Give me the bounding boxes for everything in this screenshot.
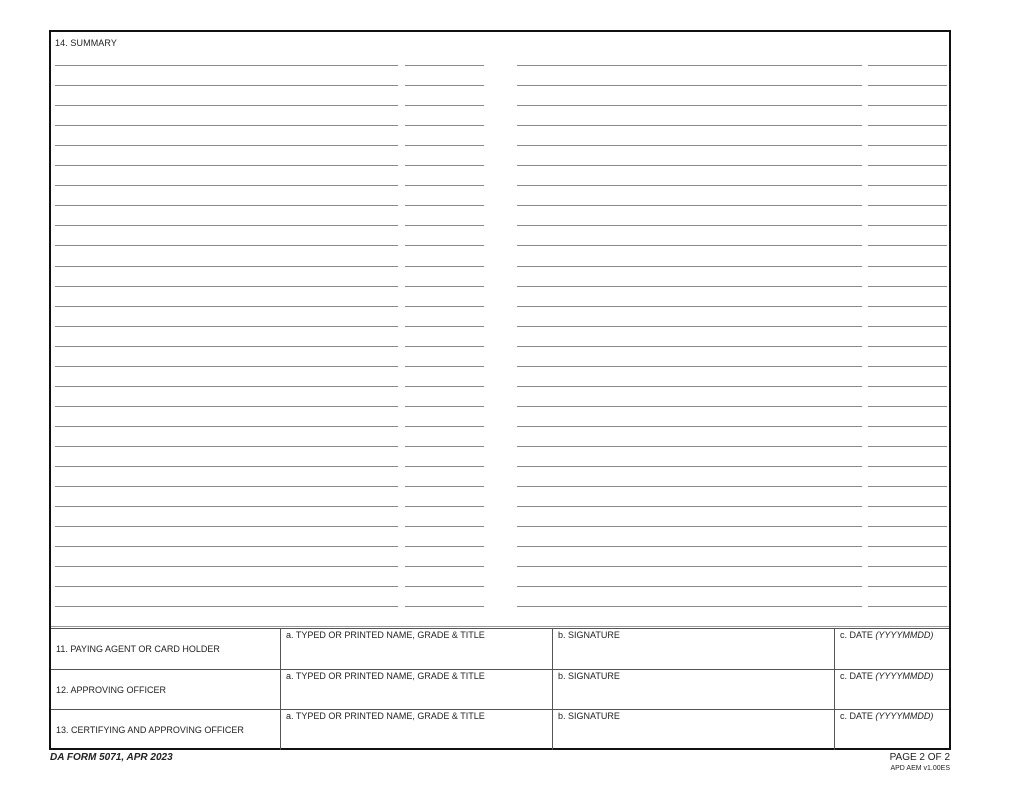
- summary-line-col1[interactable]: [55, 165, 398, 166]
- summary-line-col3[interactable]: [517, 506, 862, 507]
- summary-line-col4[interactable]: [868, 426, 947, 427]
- summary-line-col4[interactable]: [868, 145, 947, 146]
- summary-line-col1[interactable]: [55, 526, 398, 527]
- signature-field[interactable]: [552, 670, 834, 710]
- row-label-cell: [51, 629, 280, 669]
- form-version: APD AEM v1.00ES: [890, 765, 950, 772]
- summary-line-col1[interactable]: [55, 506, 398, 507]
- row-label-cell: [51, 710, 280, 750]
- summary-line-col4[interactable]: [868, 606, 947, 607]
- summary-line-col4[interactable]: [868, 286, 947, 287]
- summary-line-col4[interactable]: [868, 245, 947, 246]
- summary-line-col4[interactable]: [868, 225, 947, 226]
- form-page: [49, 30, 951, 750]
- summary-line-col3[interactable]: [517, 566, 862, 567]
- summary-line-col1[interactable]: [55, 466, 398, 467]
- summary-line-col2[interactable]: [405, 185, 484, 186]
- summary-line-col3[interactable]: [517, 205, 862, 206]
- summary-line-col1[interactable]: [55, 85, 398, 86]
- signature-label: b. SIGNATURE: [558, 711, 620, 721]
- summary-line-col2[interactable]: [405, 606, 484, 607]
- summary-line-col2[interactable]: [405, 65, 484, 66]
- summary-line-col4[interactable]: [868, 65, 947, 66]
- summary-line-col4[interactable]: [868, 366, 947, 367]
- row-title: 11. PAYING AGENT OR CARD HOLDER: [56, 644, 220, 654]
- date-label: c. DATE (YYYYMMDD): [840, 671, 934, 681]
- summary-line-col4[interactable]: [868, 466, 947, 467]
- summary-line-col2[interactable]: [405, 306, 484, 307]
- summary-line-col3[interactable]: [517, 346, 862, 347]
- summary-line-col1[interactable]: [55, 606, 398, 607]
- summary-line-col4[interactable]: [868, 486, 947, 487]
- name-field[interactable]: [280, 629, 552, 669]
- summary-line-col1[interactable]: [55, 105, 398, 106]
- summary-line-col4[interactable]: [868, 105, 947, 106]
- summary-line-col2[interactable]: [405, 426, 484, 427]
- summary-line-col3[interactable]: [517, 165, 862, 166]
- summary-line-col1[interactable]: [55, 546, 398, 547]
- summary-line-col1[interactable]: [55, 426, 398, 427]
- summary-line-col2[interactable]: [405, 546, 484, 547]
- summary-line-col2[interactable]: [405, 105, 484, 106]
- signature-section: [51, 628, 949, 749]
- summary-line-col3[interactable]: [517, 125, 862, 126]
- summary-line-col3[interactable]: [517, 526, 862, 527]
- summary-line-col4[interactable]: [868, 125, 947, 126]
- date-field[interactable]: [834, 710, 949, 750]
- page-number: PAGE 2 OF 2: [889, 752, 950, 763]
- summary-line-col3[interactable]: [517, 306, 862, 307]
- summary-line-col1[interactable]: [55, 486, 398, 487]
- signature-row-approving-officer: [51, 669, 949, 710]
- summary-line-col2[interactable]: [405, 506, 484, 507]
- summary-line-col3[interactable]: [517, 286, 862, 287]
- summary-line-col2[interactable]: [405, 526, 484, 527]
- summary-line-col3[interactable]: [517, 446, 862, 447]
- summary-line-col3[interactable]: [517, 85, 862, 86]
- summary-line-col2[interactable]: [405, 466, 484, 467]
- signature-field[interactable]: [552, 710, 834, 750]
- summary-line-col3[interactable]: [517, 366, 862, 367]
- name-label: a. TYPED OR PRINTED NAME, GRADE & TITLE: [286, 671, 485, 681]
- summary-line-col1[interactable]: [55, 225, 398, 226]
- summary-line-col4[interactable]: [868, 546, 947, 547]
- signature-label: b. SIGNATURE: [558, 671, 620, 681]
- date-field[interactable]: [834, 670, 949, 710]
- summary-line-col2[interactable]: [405, 266, 484, 267]
- summary-line-col1[interactable]: [55, 326, 398, 327]
- name-field[interactable]: [280, 670, 552, 710]
- summary-line-col2[interactable]: [405, 446, 484, 447]
- summary-line-col2[interactable]: [405, 366, 484, 367]
- signature-row-paying-agent: [51, 629, 949, 669]
- summary-line-col2[interactable]: [405, 145, 484, 146]
- summary-line-col2[interactable]: [405, 245, 484, 246]
- summary-line-col2[interactable]: [405, 165, 484, 166]
- summary-line-col2[interactable]: [405, 125, 484, 126]
- summary-line-col2[interactable]: [405, 286, 484, 287]
- summary-line-col3[interactable]: [517, 486, 862, 487]
- summary-line-col1[interactable]: [55, 245, 398, 246]
- signature-label: b. SIGNATURE: [558, 630, 620, 640]
- summary-line-col1[interactable]: [55, 286, 398, 287]
- summary-line-col2[interactable]: [405, 586, 484, 587]
- summary-line-col1[interactable]: [55, 586, 398, 587]
- summary-line-col1[interactable]: [55, 306, 398, 307]
- summary-line-col3[interactable]: [517, 225, 862, 226]
- summary-line-col2[interactable]: [405, 85, 484, 86]
- summary-line-col3[interactable]: [517, 185, 862, 186]
- summary-line-col3[interactable]: [517, 546, 862, 547]
- summary-label: 14. SUMMARY: [55, 38, 117, 48]
- summary-line-col3[interactable]: [517, 426, 862, 427]
- name-label: a. TYPED OR PRINTED NAME, GRADE & TITLE: [286, 711, 485, 721]
- summary-line-col1[interactable]: [55, 386, 398, 387]
- summary-line-col2[interactable]: [405, 346, 484, 347]
- summary-line-col2[interactable]: [405, 205, 484, 206]
- summary-line-col2[interactable]: [405, 225, 484, 226]
- summary-line-col3[interactable]: [517, 466, 862, 467]
- summary-line-col3[interactable]: [517, 245, 862, 246]
- signature-field[interactable]: [552, 629, 834, 669]
- summary-line-col1[interactable]: [55, 125, 398, 126]
- summary-line-col4[interactable]: [868, 586, 947, 587]
- row-label-cell: [51, 670, 280, 710]
- summary-line-col1[interactable]: [55, 145, 398, 146]
- summary-line-col4[interactable]: [868, 306, 947, 307]
- summary-line-col1[interactable]: [55, 366, 398, 367]
- form-id: DA FORM 5071, APR 2023: [50, 752, 173, 763]
- summary-line-col3[interactable]: [517, 266, 862, 267]
- summary-line-col4[interactable]: [868, 85, 947, 86]
- summary-line-col3[interactable]: [517, 586, 862, 587]
- name-label: a. TYPED OR PRINTED NAME, GRADE & TITLE: [286, 630, 485, 640]
- summary-line-col1[interactable]: [55, 266, 398, 267]
- name-field[interactable]: [280, 710, 552, 750]
- summary-line-col4[interactable]: [868, 266, 947, 267]
- summary-line-col3[interactable]: [517, 606, 862, 607]
- summary-line-col3[interactable]: [517, 105, 862, 106]
- summary-line-col4[interactable]: [868, 566, 947, 567]
- summary-line-col1[interactable]: [55, 566, 398, 567]
- summary-line-col2[interactable]: [405, 406, 484, 407]
- date-label: c. DATE (YYYYMMDD): [840, 711, 934, 721]
- summary-line-col4[interactable]: [868, 406, 947, 407]
- summary-line-col4[interactable]: [868, 185, 947, 186]
- summary-line-col2[interactable]: [405, 566, 484, 567]
- summary-line-col1[interactable]: [55, 185, 398, 186]
- row-title: 13. CERTIFYING AND APPROVING OFFICER: [56, 725, 244, 735]
- date-label: c. DATE (YYYYMMDD): [840, 630, 934, 640]
- date-field[interactable]: [834, 629, 949, 669]
- signature-row-certifying-officer: [51, 709, 949, 750]
- summary-line-col3[interactable]: [517, 145, 862, 146]
- summary-line-col4[interactable]: [868, 446, 947, 447]
- summary-line-col3[interactable]: [517, 65, 862, 66]
- summary-line-col2[interactable]: [405, 386, 484, 387]
- summary-line-col1[interactable]: [55, 205, 398, 206]
- summary-line-col2[interactable]: [405, 486, 484, 487]
- summary-line-col4[interactable]: [868, 326, 947, 327]
- summary-line-col1[interactable]: [55, 346, 398, 347]
- summary-line-col4[interactable]: [868, 386, 947, 387]
- summary-line-col4[interactable]: [868, 205, 947, 206]
- row-title: 12. APPROVING OFFICER: [56, 685, 167, 695]
- summary-line-col1[interactable]: [55, 65, 398, 66]
- summary-line-col4[interactable]: [868, 346, 947, 347]
- summary-line-col4[interactable]: [868, 526, 947, 527]
- summary-line-col3[interactable]: [517, 326, 862, 327]
- summary-line-col3[interactable]: [517, 406, 862, 407]
- summary-line-col4[interactable]: [868, 506, 947, 507]
- summary-line-col1[interactable]: [55, 446, 398, 447]
- summary-line-col4[interactable]: [868, 165, 947, 166]
- summary-line-col1[interactable]: [55, 406, 398, 407]
- summary-line-col3[interactable]: [517, 386, 862, 387]
- summary-line-col2[interactable]: [405, 326, 484, 327]
